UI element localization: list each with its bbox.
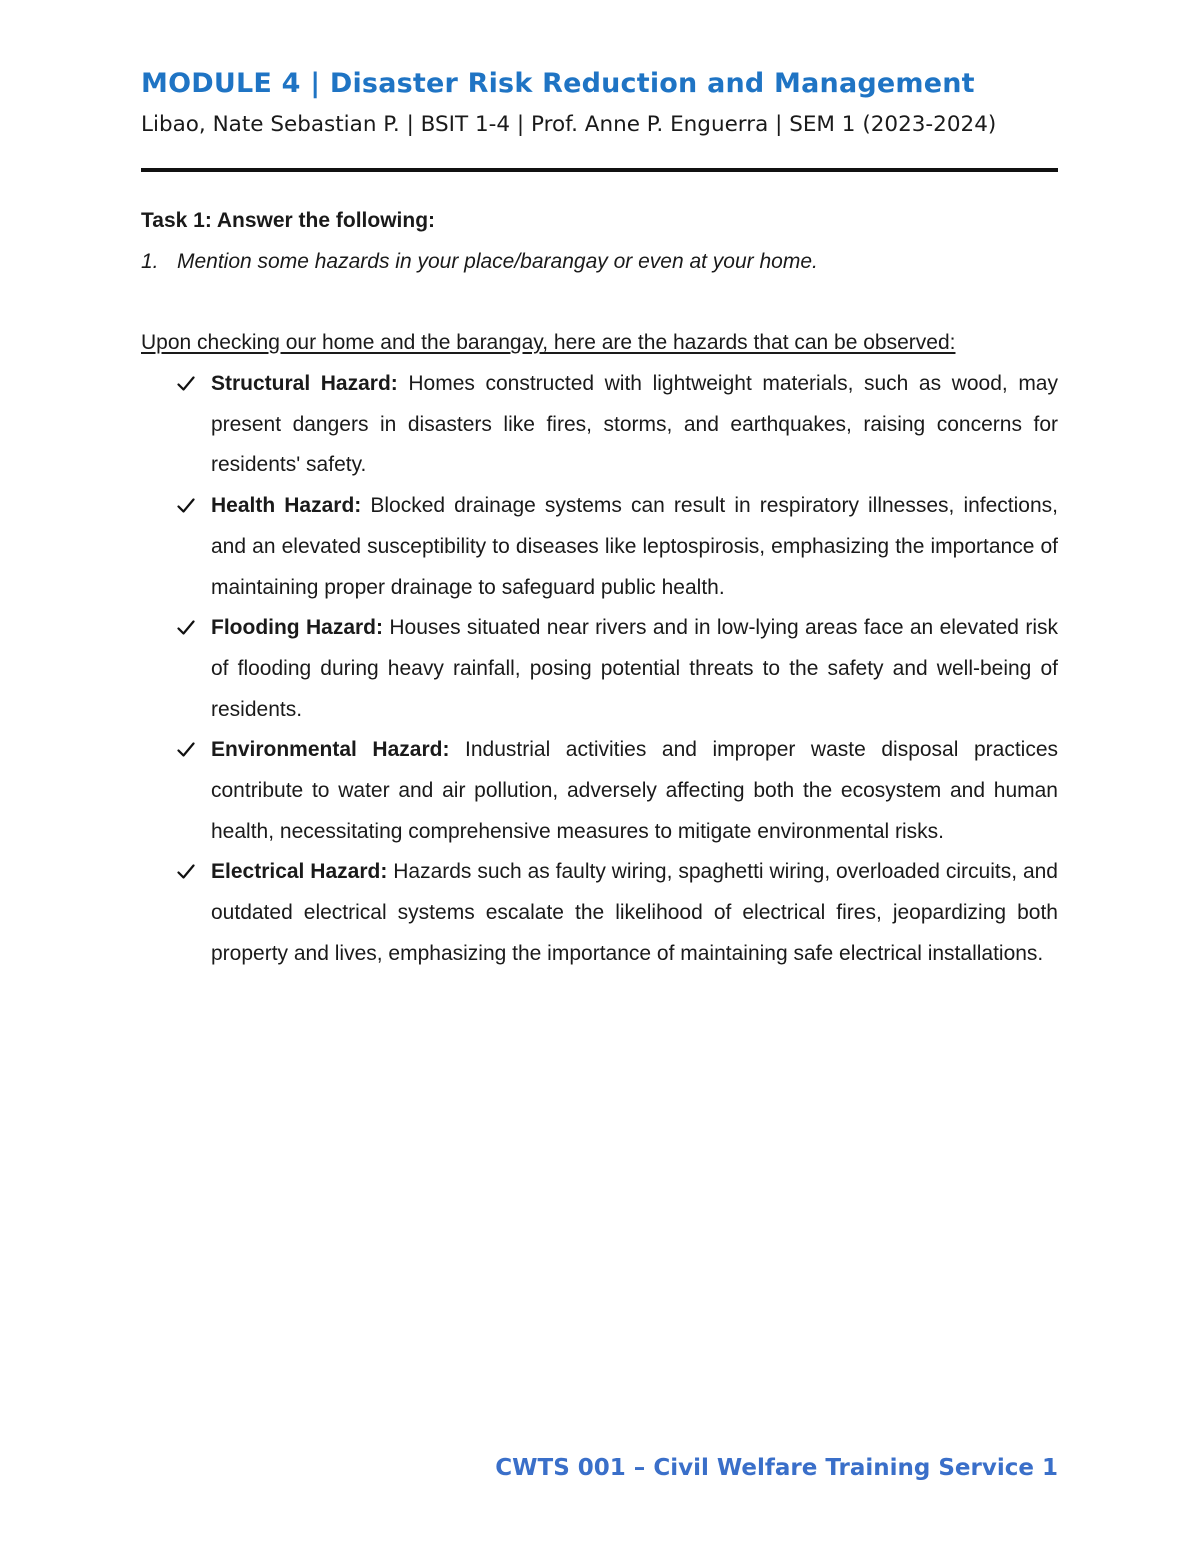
hazard-text: Hazards such as faulty wiring, spaghetti wiring, overloaded circuits, and outdated electrical systems escalate the likelihood of electrical fires, jeopardizing both property and lives, emphasizing the importance of maintaining safe electrical installations. [211,860,1058,965]
hazard-item-flooding [141,608,1058,730]
question-text: Mention some hazards in your place/barangay or even at your home. [177,250,818,273]
checkmark-icon [177,742,195,758]
hazard-item-electrical [141,852,1058,974]
answer-intro: Upon checking our home and the barangay, here are the hazards that can be observed: [141,331,956,354]
checkmark-icon [177,498,195,514]
hazard-item-health [141,486,1058,608]
module-title: MODULE 4 | Disaster Risk Reduction and Management [141,68,975,99]
hazard-text: Blocked drainage systems can result in respiratory illnesses, infections, and an elevated susceptibility to diseases like leptospirosis, emphasizing the importance of maintaining proper drainage to safeguard public health. [211,494,1058,599]
hazard-text: Industrial activities and improper waste disposal practices contribute to water and air pollution, adversely affecting both the ecosystem and human health, necessitating comprehensive measures to mitigate environmental risks. [211,738,1059,843]
question-1 [141,250,818,274]
hazard-list [141,364,1058,975]
task-heading: Task 1: Answer the following: [141,209,436,232]
course-footer: CWTS 001 – Civil Welfare Training Service 1 [495,1455,1058,1481]
hazard-label: Health Hazard: [211,494,362,518]
hazard-label: Flooding Hazard: [211,616,383,640]
checkmark-icon [177,376,195,392]
hazard-text: Houses situated near rivers and in low-lying areas face an elevated risk of flooding during heavy rainfall, posing potential threats to the safety and well-being of residents. [211,616,1058,721]
hazard-label: Environmental Hazard: [211,738,450,762]
checkmark-icon [177,864,195,880]
header-divider [141,168,1058,172]
student-info-line: Libao, Nate Sebastian P. | BSIT 1-4 | Prof. Anne P. Enguerra | SEM 1 (2023-2024) [141,112,997,137]
document-page [141,0,1058,1553]
hazard-text: Homes constructed with lightweight materials, such as wood, may present dangers in disasters like fires, storms, and earthquakes, raising concerns for residents' safety. [211,372,1058,477]
hazard-item-environmental [141,730,1058,852]
checkmark-icon [177,620,195,636]
hazard-item-structural [141,364,1058,486]
hazard-label: Structural Hazard: [211,372,398,395]
hazard-label: Electrical Hazard: [211,860,388,884]
question-number: 1. [141,250,159,273]
